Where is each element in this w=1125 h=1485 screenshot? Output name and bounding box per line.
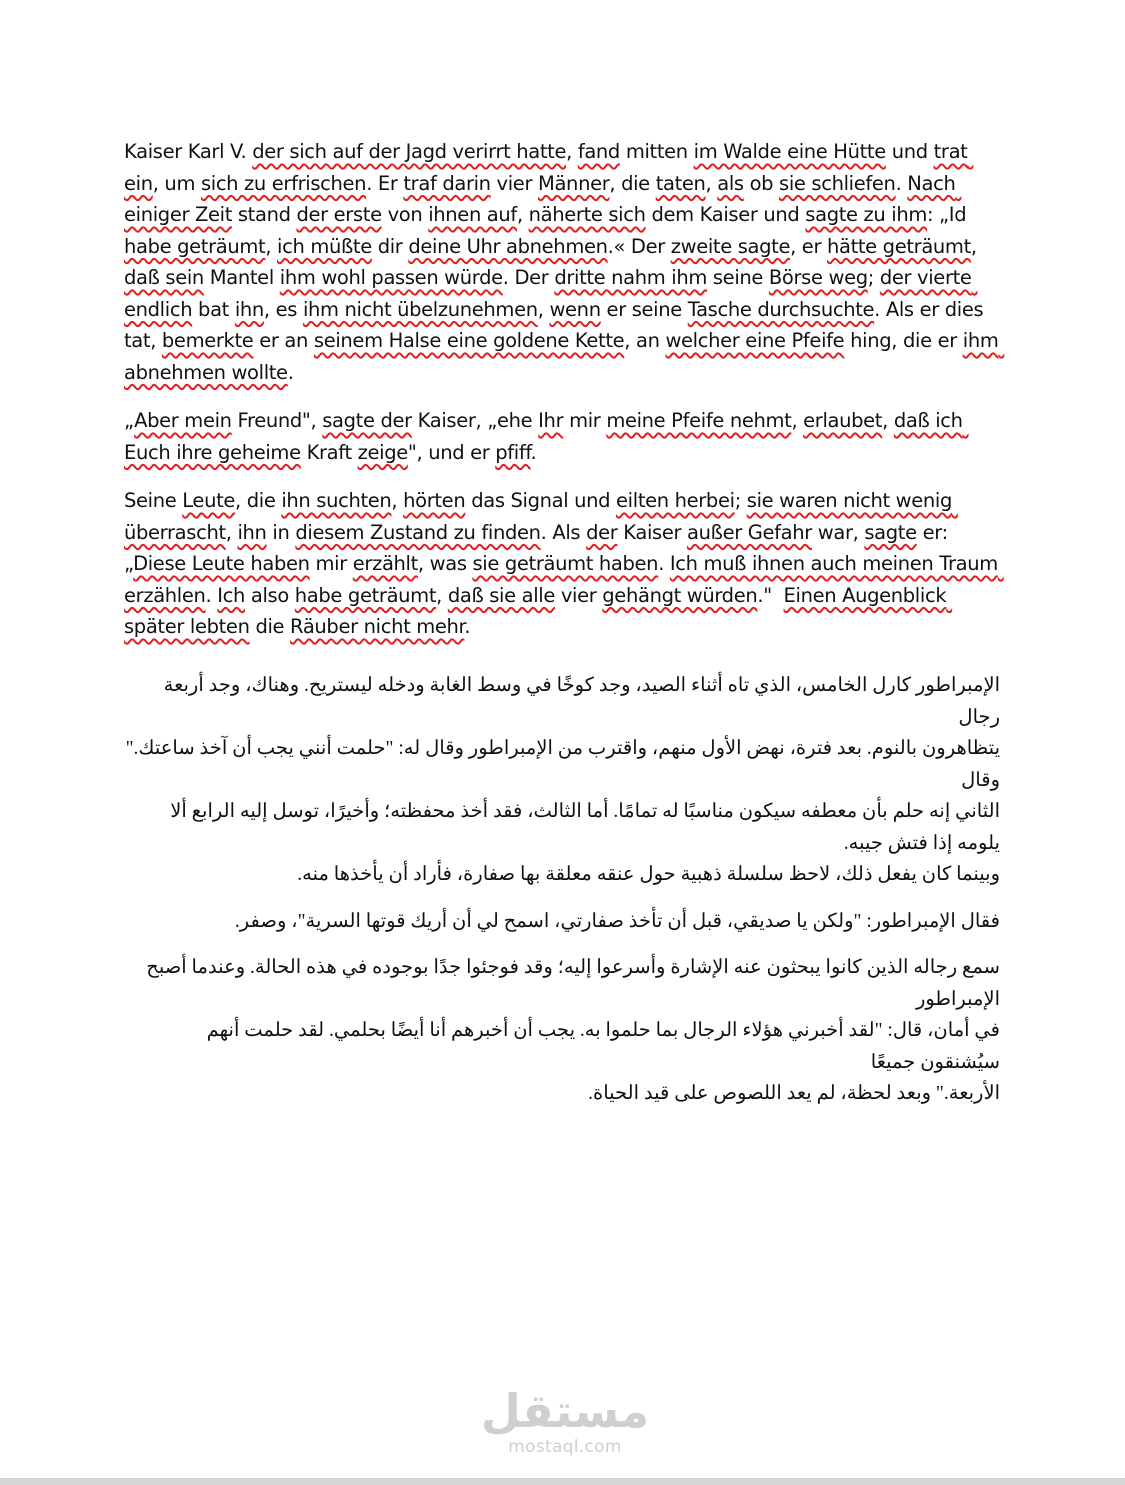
paragraph-text: und: [885, 140, 934, 163]
spellcheck-flagged-text: Börse weg: [768, 266, 868, 289]
spellcheck-flagged-text: als: [717, 171, 744, 195]
spellcheck-flagged-text: der erste: [296, 203, 382, 226]
spellcheck-flagged-text: sagte der: [322, 409, 412, 432]
mostaql-watermark-logo: [480, 1385, 650, 1457]
spellcheck-flagged-text: diesem Zustand zu finden: [295, 520, 541, 544]
paragraph-text: ,: [882, 409, 894, 432]
paragraph-text: mir: [563, 409, 607, 432]
paragraph-text: .: [287, 360, 294, 384]
spellcheck-flagged-text: hörten: [403, 489, 466, 512]
spellcheck-flagged-text: außer Gefahr: [687, 520, 812, 544]
paragraph-text: ;: [734, 489, 747, 512]
spellcheck-flagged-text: fand: [577, 140, 620, 163]
spellcheck-flagged-text: der sich auf der Jagd verirrt hatte: [252, 140, 567, 163]
spellcheck-flagged-text: Männer: [537, 171, 610, 195]
spellcheck-flagged-text: habe geträumt: [124, 234, 266, 258]
spellcheck-flagged-text: Diese Leute haben: [133, 552, 310, 575]
arabic-paragraph-2[interactable]: فقال الإمبراطور: "ولكن يا صديقي، قبل أن تأخذ صفارتي، اسمح لي أن أريك قوتها السرية"، وصفر.: [234, 910, 1000, 932]
paragraph-text: ,: [436, 583, 448, 607]
spellcheck-flagged-text: daß sie alle: [447, 583, 555, 607]
spellcheck-flagged-text: Ich muß ihnen auch meinen Traum erzählen: [124, 552, 1004, 607]
spellcheck-flagged-text: trat ein: [124, 140, 974, 195]
paragraph-text: , die: [609, 171, 656, 195]
paragraph-text: .": [757, 583, 784, 607]
paragraph-text: , die: [235, 489, 282, 512]
spellcheck-flagged-text: Räuber nicht mehr: [290, 615, 465, 638]
paragraph-text: Kaiser: [617, 520, 688, 544]
arabic-paragraph-1[interactable]: الإمبراطور كارل الخامس، الذي تاه أثناء الصيد، وجد كوخًا في وسط الغابة ودخله ليستريح. وهناك، وجد أربعة رجال يتظاهرون بالنوم. بعد فترة، نهض الأول منهم، واقترب من الإمبراطور وقال له: "حلمت أنني يجب أن آخذ ساعتك." وقال الثاني إنه حلم بأن معطفه سيكون مناسبًا له تمامًا. أما الثالث، فقد أخذ محفظته؛ وأخيرًا، توسل إليه الرابع ألا يلومه إذا فتش جيبه. وبينما كان يفعل ذلك، لاحظ سلسلة ذهبية حول عنقه معلقة بها صفارة، فأراد أن يأخذها منه.: [125, 675, 1000, 885]
german-paragraph-1[interactable]: [124, 136, 1005, 388]
spellcheck-flagged-text: welcher eine Pfeife: [665, 329, 845, 352]
paragraph-text: in: [266, 520, 296, 544]
spellcheck-flagged-text: ihm abnehmen wollte: [124, 329, 1005, 384]
paragraph-text: ,: [970, 234, 983, 258]
paragraph-text: ,: [705, 171, 718, 195]
spellcheck-flagged-text: meine Pfeife nehmt: [606, 409, 792, 432]
spellcheck-flagged-text: erzählt: [352, 552, 418, 575]
spellcheck-flagged-text: sie waren nicht wenig überrascht: [124, 489, 958, 544]
arabic-text-block: [124, 670, 1000, 1125]
paragraph-text: . Er: [366, 171, 404, 195]
paragraph-text: war,: [811, 520, 865, 544]
spellcheck-flagged-text: deine Uhr abnehmen: [408, 234, 608, 258]
paragraph-text: ,: [516, 203, 529, 226]
paragraph-text: Freund",: [231, 409, 323, 432]
watermark-arabic-text: مستقل: [480, 1384, 650, 1438]
paragraph-text: ob: [743, 171, 780, 195]
spellcheck-flagged-text: ich müßte: [277, 234, 372, 258]
german-paragraph-3[interactable]: [124, 485, 1004, 643]
spellcheck-flagged-text: sie geträumt haben: [472, 552, 659, 575]
paragraph-text: ,: [265, 234, 278, 258]
paragraph-text: , es: [263, 297, 303, 321]
paragraph-text: ;: [867, 266, 880, 289]
spellcheck-flagged-text: näherte sich: [528, 203, 646, 226]
paragraph-text: .: [464, 615, 471, 638]
spellcheck-flagged-text: erlaubet: [803, 409, 883, 432]
paragraph-text: .« Der: [607, 234, 671, 258]
paragraph-text: er: „: [124, 520, 954, 575]
spellcheck-flagged-text: seinem Halse eine goldene Kette: [313, 329, 625, 352]
paragraph-text: von: [381, 203, 429, 226]
paragraph-text: ", und er: [407, 440, 496, 464]
spellcheck-flagged-text: taten: [655, 171, 706, 195]
paragraph-text: , um: [152, 171, 201, 195]
spellcheck-flagged-text: der vierte endlich: [124, 266, 978, 321]
spellcheck-flagged-text: wenn: [549, 297, 601, 321]
paragraph-text: . Als er dies tat,: [124, 297, 990, 352]
spellcheck-flagged-text: ihn suchten: [281, 489, 392, 512]
spellcheck-flagged-text: Einen Augenblick später lebten: [124, 583, 953, 638]
spellcheck-flagged-text: daß sein: [124, 266, 204, 289]
spellcheck-flagged-text: daß ich Euch ihre geheime: [124, 409, 969, 464]
paragraph-text: das Signal und: [465, 489, 617, 512]
paragraph-text: er seine: [600, 297, 688, 321]
paragraph-text: Kaiser, „ehe: [411, 409, 539, 432]
spellcheck-flagged-text: sagte: [864, 520, 917, 544]
spellcheck-flagged-text: Nach einiger Zeit: [124, 171, 962, 226]
spellcheck-flagged-text: hätte geträumt: [826, 234, 971, 258]
spellcheck-flagged-text: dritte nahm ihm: [554, 266, 708, 289]
paragraph-text: ,: [566, 140, 578, 163]
paragraph-text: dir: [371, 234, 409, 258]
paragraph-text: „: [124, 409, 135, 432]
spellcheck-flagged-text: habe geträumt: [294, 583, 437, 607]
paragraph-text: Kraft: [300, 440, 358, 464]
spellcheck-flagged-text: Ich: [217, 583, 246, 607]
paragraph-text: mitten: [619, 140, 694, 163]
spellcheck-flagged-text: zeige: [357, 440, 408, 464]
spellcheck-flagged-text: ihn: [234, 297, 264, 321]
spellcheck-flagged-text: bemerkte: [161, 329, 254, 352]
spellcheck-flagged-text: der: [586, 520, 618, 544]
spellcheck-flagged-text: ihn: [237, 520, 267, 544]
paragraph-text: stand: [232, 203, 297, 226]
paragraph-text: vier: [490, 171, 538, 195]
spellcheck-flagged-text: traf darin: [403, 171, 491, 195]
paragraph-text: .: [530, 440, 537, 464]
arabic-paragraph-3[interactable]: سمع رجاله الذين كانوا يبحثون عنه الإشارة وأسرعوا إليه؛ وقد فوجئوا جدًا بوجوده في هذه الحالة. وعندما أصبح الإمبراطور في أمان، قال: "لقد أخبرني هؤلاء الرجال بما حلموا به. يجب أن أخبرهم أنا أيضًا بحلمي. لقد حلمت أنهم سيُشنقون جميعًا الأربعة." وبعد لحظة، لم يعد اللصوص على قيد الحياة.: [146, 957, 1000, 1104]
german-paragraph-2[interactable]: [124, 405, 999, 468]
spellcheck-flagged-text: ihm wohl passen würde: [279, 266, 503, 289]
paragraph-text: er an: [253, 329, 314, 352]
paragraph-text: mir: [309, 552, 353, 575]
paragraph-text: dem Kaiser und: [645, 203, 806, 226]
paragraph-text: : „Id: [926, 203, 973, 226]
paragraph-text: bat: [192, 297, 235, 321]
page-bottom-border: [0, 1478, 1125, 1485]
spellcheck-flagged-text: sie schliefen: [779, 171, 896, 195]
spellcheck-flagged-text: zweite sagte: [670, 234, 791, 258]
paragraph-text: . Der: [502, 266, 555, 289]
spellcheck-flagged-text: ihm nicht übelzunehmen: [302, 297, 538, 321]
spellcheck-flagged-text: Leute: [182, 489, 236, 512]
german-text-block: [124, 136, 1005, 660]
paragraph-text: vier: [555, 583, 603, 607]
spellcheck-flagged-text: Tasche durchsuchte: [687, 297, 875, 321]
paragraph-text: , an: [624, 329, 666, 352]
spellcheck-flagged-text: ihnen auf: [428, 203, 517, 226]
paragraph-text: Kaiser Karl V.: [124, 140, 253, 163]
paragraph-text: also: [245, 583, 295, 607]
paragraph-text: seine: [707, 266, 769, 289]
paragraph-text: .: [895, 171, 908, 195]
spellcheck-flagged-text: Ihr: [538, 409, 564, 432]
paragraph-text: die: [249, 615, 291, 638]
paragraph-text: ,: [225, 520, 238, 544]
paragraph-text: .: [205, 583, 218, 607]
watermark-latin-text: mostaql.com: [508, 1437, 622, 1457]
spellcheck-flagged-text: sich zu erfrischen: [200, 171, 367, 195]
paragraph-text: ,: [791, 409, 804, 432]
paragraph-text: ,: [391, 489, 404, 512]
spellcheck-flagged-text: im Walde eine Hütte: [693, 140, 886, 163]
paragraph-text: .: [658, 552, 670, 575]
paragraph-text: . Als: [540, 520, 587, 544]
paragraph-text: ,: [537, 297, 550, 321]
paragraph-text: hing, die er: [844, 329, 963, 352]
paragraph-text: , er: [790, 234, 827, 258]
paragraph-text: , was: [417, 552, 473, 575]
paragraph-text: Seine: [124, 489, 183, 512]
spellcheck-flagged-text: eilten herbei: [616, 489, 735, 512]
spellcheck-flagged-text: pfiff: [495, 440, 531, 464]
paragraph-text: Mantel: [203, 266, 280, 289]
spellcheck-flagged-text: gehängt würden: [602, 583, 758, 607]
spellcheck-flagged-text: sagte zu ihm: [805, 203, 927, 226]
spellcheck-flagged-text: Aber mein: [134, 409, 232, 432]
